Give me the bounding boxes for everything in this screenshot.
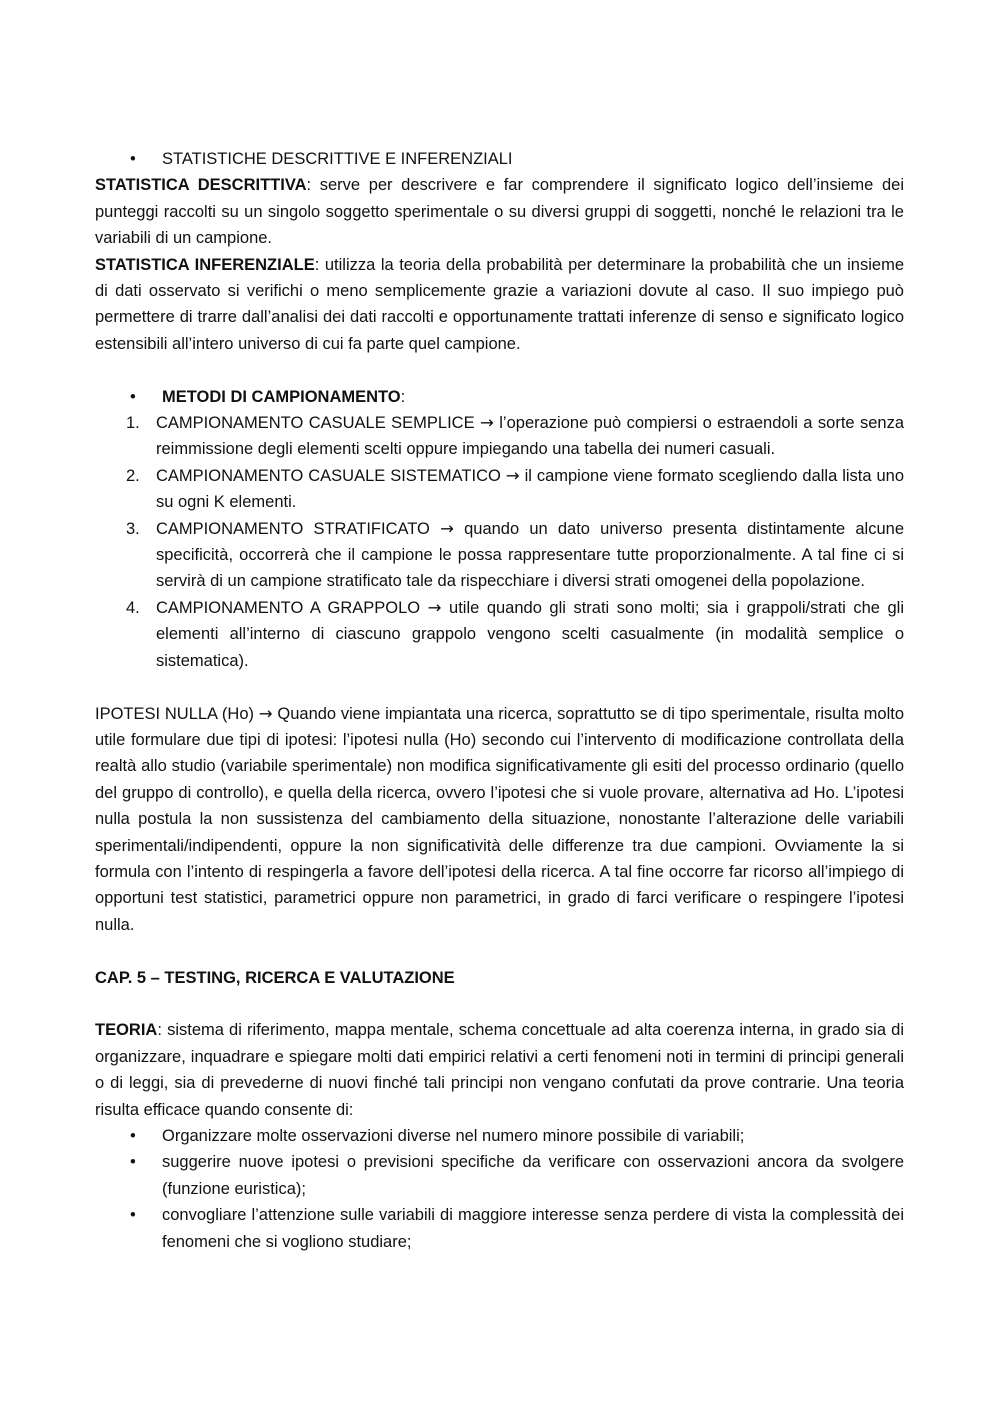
spacer [95,938,904,964]
paragraph-statistica-descrittiva [95,172,904,251]
text-statistica-inferenziale: : utilizza la teoria della probabilità per determinare la probabilità che un insieme di dati osservato si verifichi o meno semplicemente grazie a variazioni dovute al caso. Il suo impiego può permettere di trarre dall’analisi dei dati raccolti e opportunamente trattati inferenze di senso e significato logico estensibili all’intero universo di cui fa parte quel campione. [95,255,904,353]
bullet-icon: • [130,387,136,406]
list-number: 4. [126,598,140,617]
list-item [95,1202,904,1255]
item-text: il campione viene formato scegliendo dalla lista uno su ogni K elementi. [156,466,905,512]
heading-metodi-campionamento: METODI DI CAMPIONAMENTO [162,387,401,406]
spacer [95,991,904,1017]
list-item [95,516,904,595]
list-number: 2. [126,466,140,485]
bullet-icon: • [130,150,136,168]
term-teoria: TEORIA [95,1021,158,1040]
heading-colon: : [400,387,406,406]
bullet-icon: • [130,1126,136,1145]
bullet-text: convogliare l’attenzione sulle variabili di maggiore interesse senza perdere di vista la complessità dei fenomeni che si vogliono studiare; [162,1206,904,1251]
arrow-right-icon: → [427,597,442,617]
term-statistica-descrittiva: STATISTICA DESCRITTIVA [95,176,307,195]
ipotesi-nulla-text: Quando viene impiantata una ricerca, soprattutto se di tipo sperimentale, risulta molto utile formulare due tipi di ipotesi: l’ipotesi nulla (Ho) secondo cui l’intervento di modificazione controllata della realtà allo studio (variabile sperimentale) non modifica significativamente gli esiti del processo ordinario (quello del gruppo di controllo), e quella della ricerca, ovvero l’ipotesi che si vuole provare, alternativa ad Ho. L’ipotesi nulla postula la non sussistenza del cambiamento della situazione, nonostante l’alterazione delle variabili sperimentali/indipendenti, oppure la non significatività delle differenze tra due campioni. Ovviamente la si formula con l’intento di respingerla a favore dell’ipotesi della ricerca. A tal fine occorre far ricorso all’impiego di opportuni test statistici, parametrici oppure non parametrici, in grado di farci verificare o respingere l’ipotesi nulla. [95,704,904,934]
arrow-right-icon: → [440,518,454,538]
bullet-text: Organizzare molte osservazioni diverse nel numero minore possibile di variabili; [162,1126,745,1145]
paragraph-statistica-inferenziale [95,252,904,358]
list-item [95,1149,904,1202]
spacer [95,674,904,700]
ipotesi-nulla-title: IPOTESI NULLA (Ho) [95,704,254,723]
list-number: 3. [126,519,140,538]
paragraph-teoria [95,1017,904,1123]
bullet-heading-statistiche [95,146,904,172]
list-number: 1. [126,414,140,433]
item-title: CAMPIONAMENTO CASUALE SEMPLICE [156,414,475,433]
term-statistica-inferenziale: STATISTICA INFERENZIALE [95,255,315,274]
item-title: CAMPIONAMENTO STRATIFICATO [156,519,430,538]
arrow-right-icon: → [258,703,273,723]
paragraph-ipotesi-nulla [95,701,904,939]
item-text: utile quando gli strati sono molti; sia i grappoli/strati che gli elementi all’interno di ciascuno grappolo vengono scelti casualmente (in modalità semplice o sistematica). [156,598,904,670]
bullet-heading-metodi [95,384,904,410]
item-title: CAMPIONAMENTO A GRAPPOLO [156,598,421,617]
item-text: l’operazione può compiersi o estraendoli a sorte senza reimmissione degli elementi scelti oppure impiegando una tabella dei numeri casuali. [156,414,905,459]
bullet-text: suggerire nuove ipotesi o previsioni specifiche da verificare con osservazioni ancora da svolgere (funzione euristica); [162,1153,904,1198]
text-teoria: : sistema di riferimento, mappa mentale, schema concettuale ad alta coerenza interna, in grado sia di organizzare, inquadrare e spiegare molti dati empirici relativi a certi fenomeni noti in termini di principi generali o di leggi, sia di prevederne di nuovi finché tali principi non vengano confutati da prove contrarie. Una teoria risulta efficace quando consente di: [95,1021,904,1119]
item-title: CAMPIONAMENTO CASUALE SISTEMATICO [156,466,501,485]
bullet-icon: • [130,1153,136,1172]
list-item [95,595,904,674]
chapter-title: CAP. 5 – TESTING, RICERCA E VALUTAZIONE [95,968,455,987]
spacer [95,357,904,383]
item-text: quando un dato universo presenta distintamente alcune specificità, occorrerà che il campione le possa rappresentare tutte proporzionalmente. A tal fine ci si servirà di un campione stratificato tale da rispecchiare i diversi strati omogenei della popolazione. [156,519,905,591]
list-item [95,1123,904,1149]
document-page [95,146,904,1255]
arrow-right-icon: → [505,465,520,485]
list-item [95,410,904,463]
bullet-icon: • [130,1206,136,1225]
list-item [95,463,904,516]
arrow-right-icon: → [480,413,494,433]
heading-statistiche: STATISTICHE DESCRITTIVE E INFERENZIALI [162,150,513,168]
text-statistica-descrittiva: : serve per descrivere e far comprendere il significato logico dell’insieme dei punteggi raccolti su un singolo soggetto sperimentale o su diversi gruppi di soggetti, nonché le relazioni tra le variabili di un campione. [95,176,904,248]
